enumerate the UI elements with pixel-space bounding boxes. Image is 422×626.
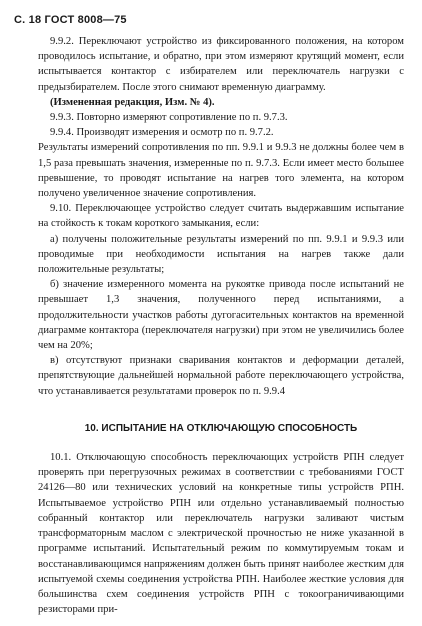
paragraph-9-10: 9.10. Переключающее устройство следует считать выдержавшим испытание на стойкость к токам короткого замыкания, если: (38, 203, 404, 230)
amendment-note: (Измененная редакция, Изм. № 4). (50, 96, 215, 108)
paragraph-9-9-4: 9.9.4. Производят измерения и осмотр по п. 9.7.2. (50, 127, 274, 139)
paragraph-9-9-3: 9.9.3. Повторно измеряют сопротивление по п. 9.7.3. (50, 112, 288, 124)
list-item-a: а) получены положительные результаты измерений по пп. 9.9.1 и 9.9.3 или проводимые при необходимости испытания на нагрев также дали положительные результаты; (38, 233, 404, 276)
list-item-b: б) значение измеренного момента на рукоятке привода после испытаний не превышает 1,3 значения, полученного перед испытаниями, а продолжительности участков работы дугогасительных контактов на временной диаграмме контактора (переключателя нагрузки) при этом не увеличились более чем на 20%; (38, 279, 404, 352)
paragraph-10-1: 10.1. Отключающую способность переключающих устройств РПН следует проверять при перегрузочных режимах в соответствии с требованиями ГОСТ 24126—80 или технических условий на конкретные типы устройств РПН. Испытываемое устройство РПН или отдельно устанавливаемый полностью собранный контактор или переключатель нагрузки заливают чистым трансформаторным маслом с электрической прочностью не ниже указанной в программе испытаний. Испытательный режим по коммутируемым токам и восстанавливающимся напряжениям должен быть принят наиболее жестким для испытуемой схемы соединения устройства РПН. Наиболее жесткие условия для большинства схем соединения устройств РПН с токоограничивающими резисторами при- (38, 452, 404, 616)
paragraph-9-9-2: 9.9.2. Переключают устройство из фиксированного положения, на котором проводилось испытание, и обратно, при этом измеряют крутящий момент, если испытывается контактор с избирателем или переключатель нагрузки с предызбирателем. После этого снимают временную диаграмму. (38, 36, 404, 93)
document-body (38, 34, 404, 617)
list-item-v: в) отсутствуют признаки сваривания контактов и деформации деталей, препятствующие дальнейшей нормальной работе переключающего устройства, что устанавливается результатами проверок по п. 9.9.4 (38, 355, 404, 397)
page-header: С. 18 ГОСТ 8008—75 (14, 14, 127, 26)
paragraph-results: Результаты измерений сопротивления по пп. 9.9.1 и 9.9.3 не должны более чем в 1,5 раза превышать значения, измеренные по п. 9.7.3. Если имеет место большее превышение, то проводят испытание на нагрев того элемента, на котором получено увеличенное значение сопротивления. (38, 142, 404, 200)
section-title: 10. ИСПЫТАНИЕ НА ОТКЛЮЧАЮЩУЮ СПОСОБНОСТЬ (84, 422, 358, 434)
